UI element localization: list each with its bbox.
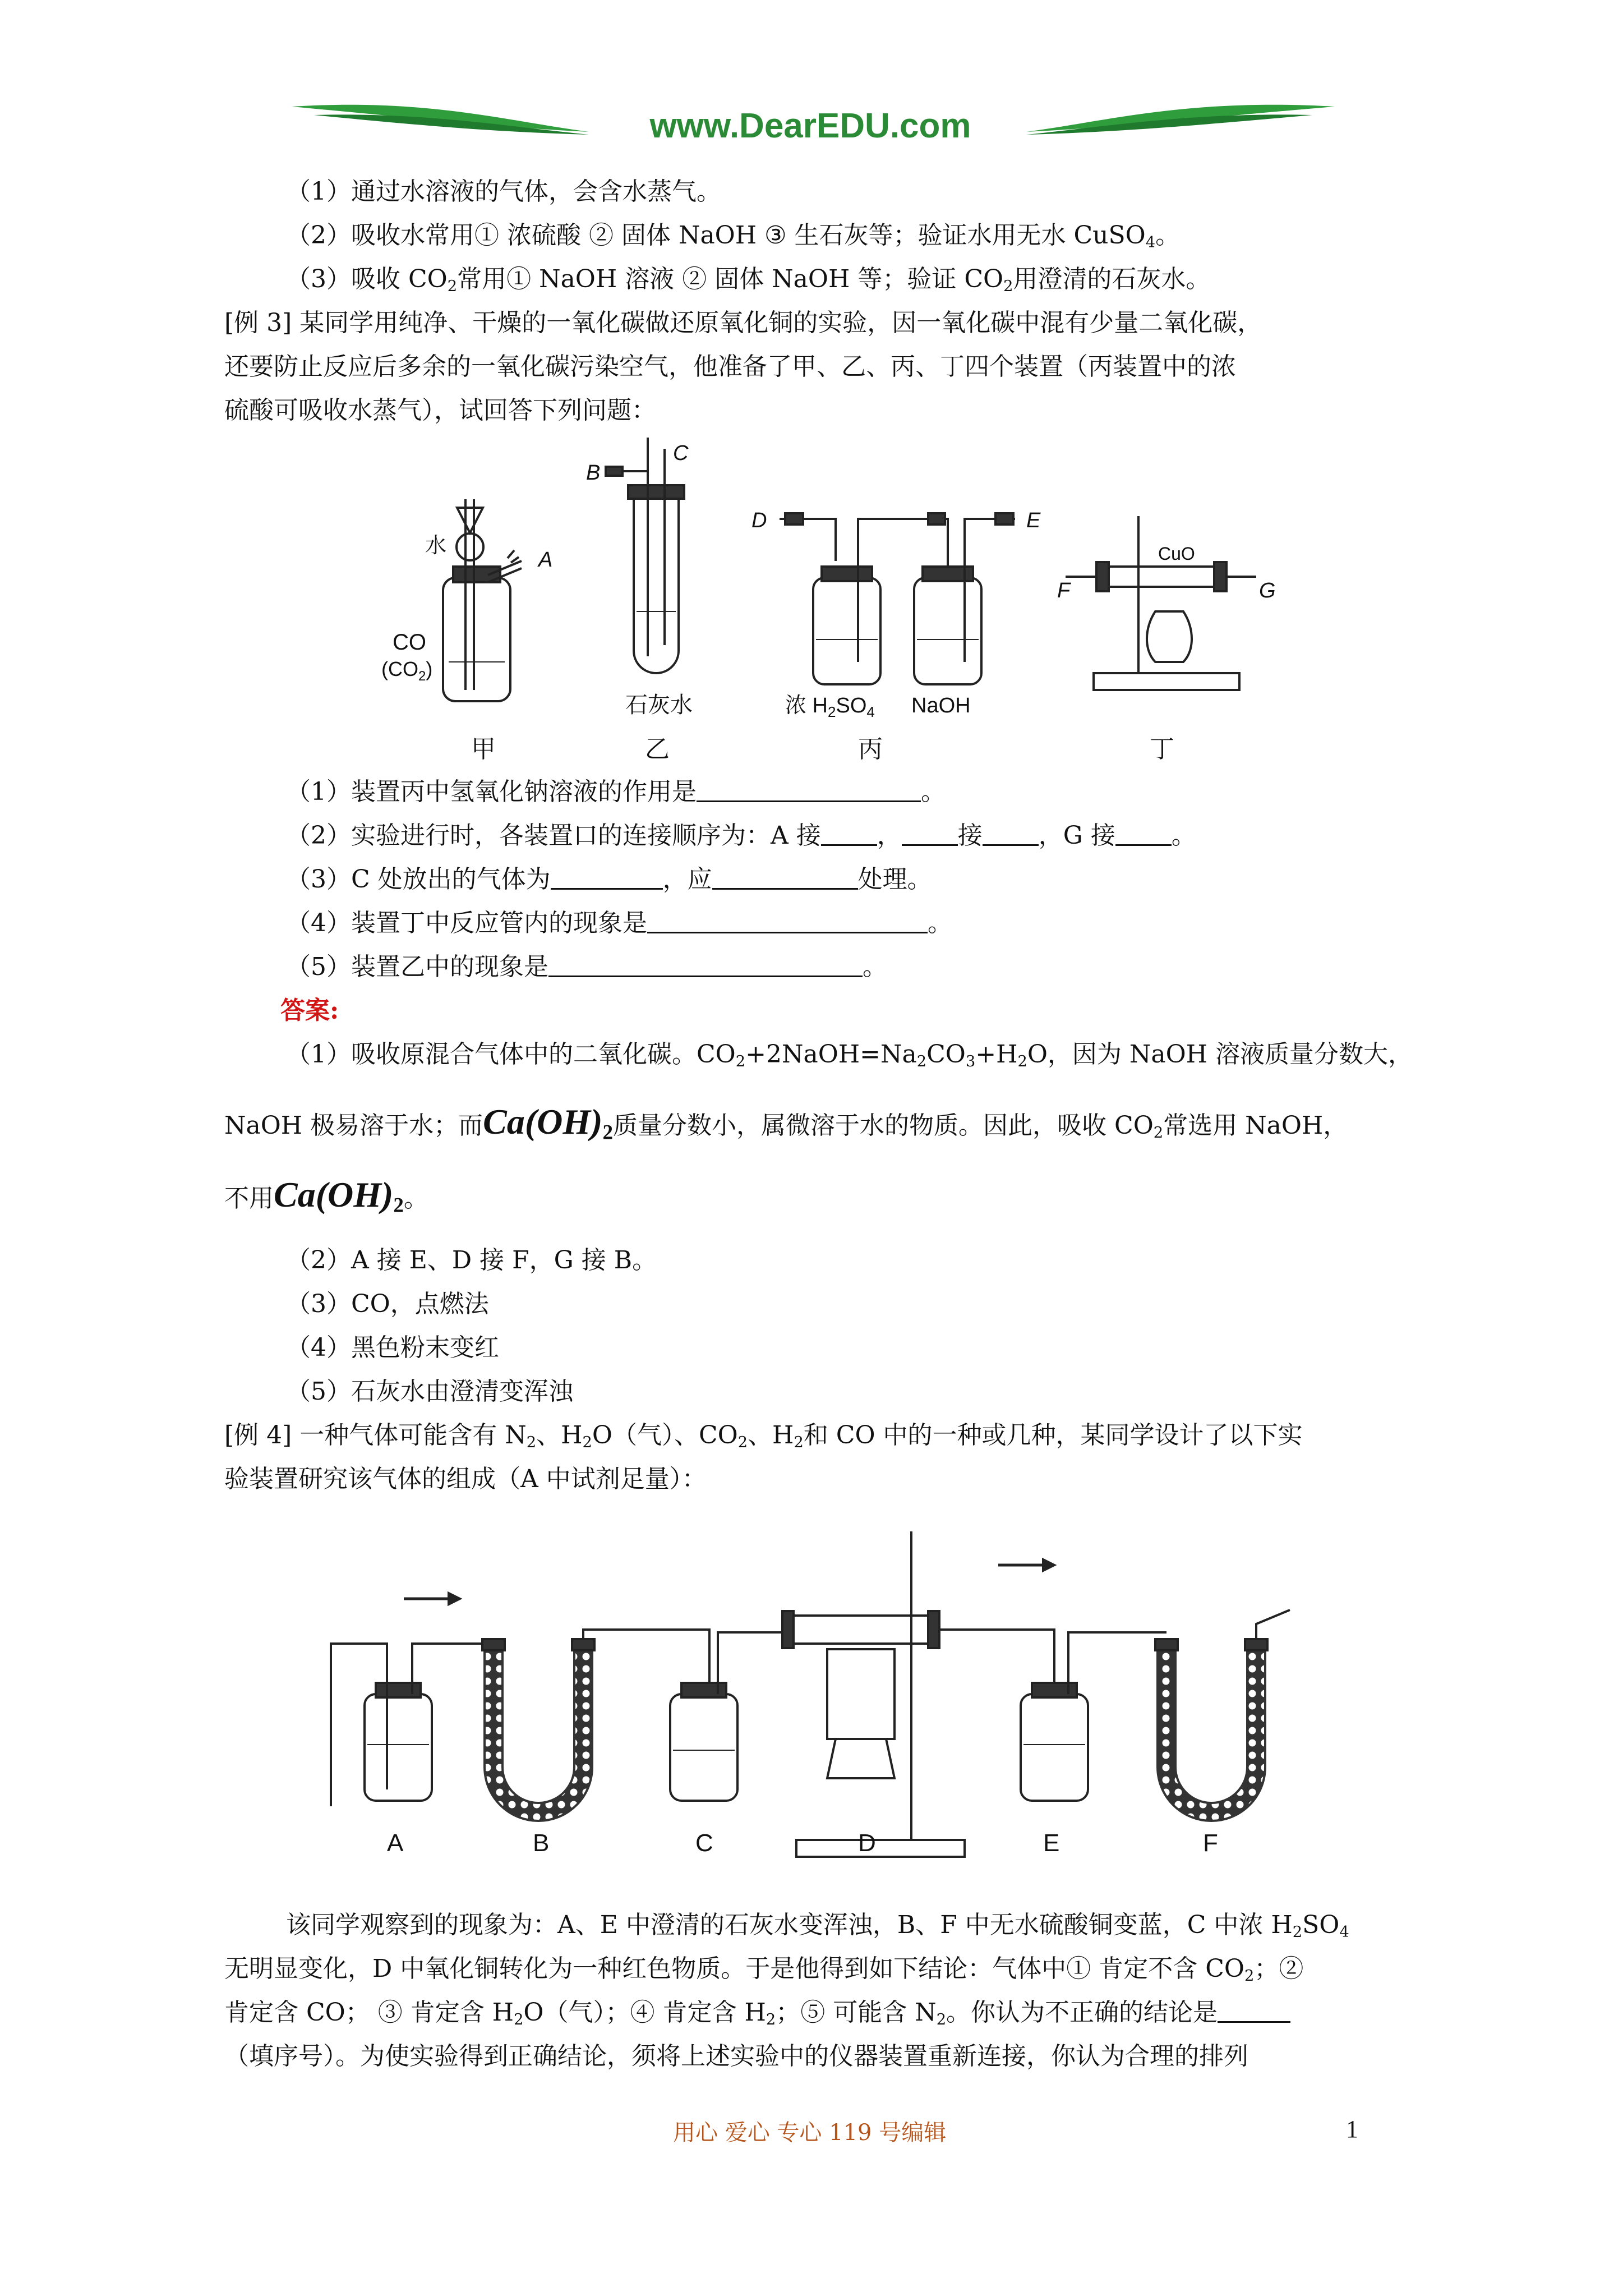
label-cuo: CuO bbox=[1158, 544, 1195, 564]
example4-body-line-4: （填序号）。为使实验得到正确结论，须将上述实验中的仪器装置重新连接，你认为合理的排列 bbox=[224, 2042, 1248, 2070]
apparatus-E bbox=[1021, 1632, 1166, 1801]
intro-line-3: （3）吸收 $CO_2$常用① NaOH 溶液 ② 固体 NaOH 等；验证 $CO_2$用澄清的石灰水。 bbox=[286, 265, 1211, 295]
label-h2so4: 浓 $H_2SO_4$ bbox=[785, 694, 875, 720]
formula-caoh2: $Ca(OH)_2$ bbox=[274, 1175, 404, 1217]
question-3: （3）C 处放出的气体为 ，应 处理。 bbox=[286, 862, 932, 898]
example4-apparatus-figure bbox=[0, 1515, 1623, 1862]
caption-yi: 乙 bbox=[645, 735, 670, 763]
question-5: （5）装置乙中的现象是 。 bbox=[286, 949, 887, 985]
intro-line-2: （2）吸收水常用① 浓硫酸 ② 固体 NaOH ③ 生石灰等；验证水用无水 CuSO$_4$。 bbox=[286, 221, 1181, 251]
label-B-fig: B bbox=[586, 461, 601, 485]
example4-paragraph-line-2: 验装置研究该气体的组成（A 中试剂足量）： bbox=[224, 1465, 707, 1493]
answer-4: （4）黑色粉末变红 bbox=[286, 1333, 499, 1362]
caption-jia: 甲 bbox=[471, 735, 496, 763]
question-4: （4）装置丁中反应管内的现象是 。 bbox=[286, 905, 952, 941]
page-number: 1 bbox=[1346, 2115, 1358, 2143]
label-F-fig: F bbox=[1057, 579, 1071, 602]
answer-blank[interactable] bbox=[551, 863, 663, 890]
example3-paragraph-line-3: 硫酸可吸收水蒸气），试回答下列问题： bbox=[224, 396, 656, 425]
label-water: 水 bbox=[425, 534, 447, 558]
fig-label-A: A bbox=[387, 1829, 404, 1857]
answer-3: （3）CO，点燃法 bbox=[286, 1290, 489, 1318]
apparatus-C bbox=[670, 1632, 785, 1801]
fig-label-C: C bbox=[695, 1829, 713, 1857]
caption-bing: 丙 bbox=[858, 735, 883, 763]
answer-blank[interactable] bbox=[647, 907, 928, 933]
formula-caoh2: $Ca(OH)_2$ bbox=[483, 1102, 614, 1144]
caption-ding: 丁 bbox=[1150, 735, 1174, 763]
example3-paragraph-line-2: 还要防止反应后多余的一氧化碳污染空气，他准备了甲、乙、丙、丁四个装置（丙装置中的浓 bbox=[224, 352, 1236, 381]
example3-paragraph-line-1: [例 3] 某同学用纯净、干燥的一氧化碳做还原氧化铜的实验，因一氧化碳中混有少量二氧化碳， bbox=[224, 309, 1262, 337]
fig-label-F: F bbox=[1203, 1829, 1218, 1857]
apparatus-yi bbox=[586, 438, 693, 717]
question-1: （1）装置丙中氢氧化钠溶液的作用是 。 bbox=[286, 774, 946, 810]
answer-blank[interactable] bbox=[1115, 820, 1172, 846]
apparatus-ding bbox=[1057, 516, 1276, 690]
apparatus-jia bbox=[381, 499, 552, 701]
right-swoosh-icon bbox=[1026, 105, 1335, 132]
answer-5: （5）石灰水由澄清变浑浊 bbox=[286, 1377, 573, 1406]
label-G-fig: G bbox=[1259, 579, 1276, 602]
label-A-fig: A bbox=[538, 548, 553, 572]
apparatus-A bbox=[331, 1644, 494, 1806]
fig-label-B: B bbox=[533, 1829, 550, 1857]
apparatus-B bbox=[482, 1630, 709, 1812]
label-co: CO bbox=[393, 630, 426, 655]
footer-text: 用心 爱心 专心 119 号编辑 bbox=[673, 2120, 947, 2146]
intro-line-1: （1）通过水溶液的气体，会含水蒸气。 bbox=[286, 177, 721, 206]
label-C-fig: C bbox=[673, 441, 689, 465]
label-naoh: NaOH bbox=[911, 694, 971, 717]
example4-body-line-2: 无明显变化，D 中氧化铜转化为一种红色物质。于是他得到如下结论：气体中① 肯定不含 $CO_2$；② bbox=[224, 1954, 1304, 1985]
answer-1-line-3: 不用$Ca(OH)_2$。 bbox=[224, 1175, 428, 1217]
label-co2: $(CO_2)$ bbox=[381, 657, 433, 684]
example4-body-line-3: 肯定含 CO； ③ 肯定含 $H_2O$（气）；④ 肯定含 $H_2$；⑤ 可能含 $N_2$。你认为不正确的结论是 bbox=[224, 1995, 1290, 2031]
site-banner-text: www.DearEDU.com bbox=[649, 107, 971, 145]
label-E-fig: E bbox=[1026, 509, 1041, 532]
answer-2: （2）A 接 E、D 接 F，G 接 B。 bbox=[286, 1246, 657, 1274]
example4-paragraph-line-1: [例 4] 一种气体可能含有 $N_2$、$H_2O$（气）、$CO_2$、$H_2$和 CO 中的一种或几种，某同学设计了以下实 bbox=[224, 1421, 1303, 1451]
answer-blank[interactable] bbox=[821, 820, 877, 846]
apparatus-bing bbox=[751, 509, 1041, 720]
fig-label-E: E bbox=[1043, 1829, 1060, 1857]
example4-body-line-1: 该同学观察到的现象为：A、E 中澄清的石灰水变浑浊，B、F 中无水硫酸铜变蓝，C 中浓 $H_2SO_4$ bbox=[286, 1911, 1349, 1941]
fig-label-D: D bbox=[858, 1829, 876, 1857]
label-D-fig: D bbox=[751, 509, 767, 532]
example3-apparatus-figure bbox=[0, 426, 1623, 774]
answer-1-line-2: NaOH 极易溶于水；而$Ca(OH)_2$质量分数小，属微溶于水的物质。因此，吸收 $CO_2$常选用 NaOH， bbox=[224, 1102, 1348, 1144]
label-limewater: 石灰水 bbox=[625, 693, 693, 717]
answer-1-line-1: （1）吸收原混合气体中的二氧化碳。$CO_2+2NaOH=Na_2CO_3+H_2O$，因为 NaOH 溶液质量分数大， bbox=[286, 1040, 1413, 1070]
answer-label: 答案: bbox=[280, 996, 339, 1025]
apparatus-F bbox=[1155, 1610, 1290, 1812]
apparatus-D bbox=[782, 1531, 1054, 1857]
answer-blank[interactable] bbox=[983, 820, 1039, 846]
answer-blank[interactable] bbox=[1218, 1996, 1290, 2023]
answer-blank[interactable] bbox=[697, 776, 921, 802]
answer-blank[interactable] bbox=[548, 951, 863, 977]
answer-blank[interactable] bbox=[712, 863, 858, 890]
answer-blank[interactable] bbox=[902, 820, 958, 846]
left-swoosh-icon bbox=[292, 105, 589, 132]
header-banner bbox=[0, 0, 1623, 168]
question-2: （2）实验进行时，各装置口的连接顺序为：A 接 ， 接 ，G 接 。 bbox=[286, 818, 1196, 854]
